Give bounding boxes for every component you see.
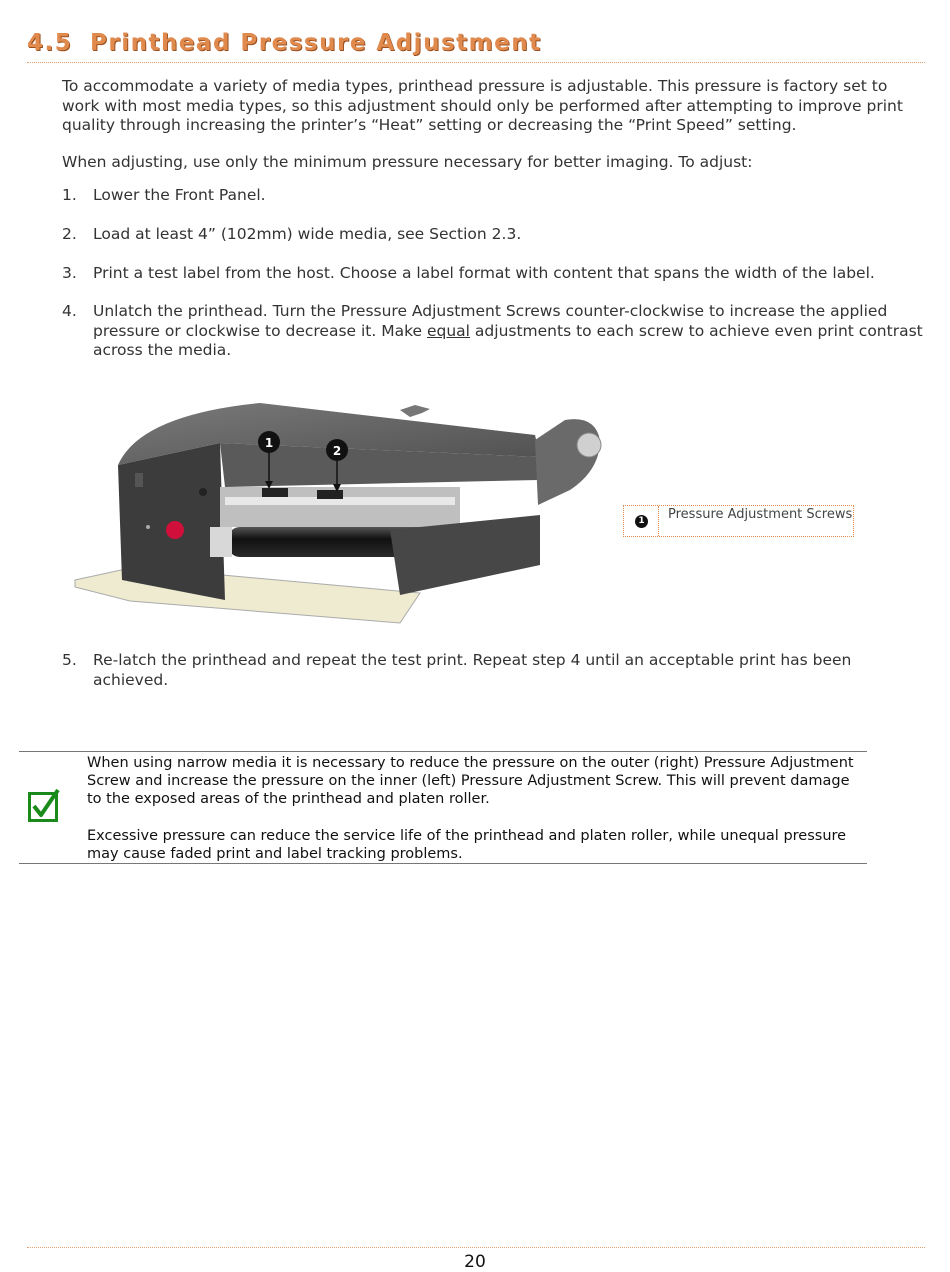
step-number: 3.: [62, 264, 77, 282]
section-number: 4.5: [27, 30, 73, 56]
printhead-illustration: [70, 395, 610, 633]
underlined-word: equal: [426, 321, 470, 340]
step-text: Re-latch the printhead and repeat the test print. Repeat step 4 until an acceptable print has been achieved.: [93, 651, 852, 689]
callout-1-label: 1: [264, 436, 274, 450]
note-paragraph-2: Excessive pressure can reduce the service life of the printhead and platen roller, while unequal pressure may cause faded print and label tracking problems.: [87, 828, 847, 862]
step-text: Lower the Front Panel.: [93, 186, 266, 204]
page-number: 20: [464, 1252, 486, 1272]
step-text: Print a test label from the host. Choose a label format with content that spans the width of the label.: [93, 264, 875, 282]
step-number: 2.: [62, 225, 77, 243]
lead-in-paragraph: When adjusting, use only the minimum pressure necessary for better imaging. To adjust:: [62, 153, 753, 171]
section-heading: [27, 30, 927, 56]
note-paragraph-1: When using narrow media it is necessary to reduce the pressure on the outer (right) Pressure Adjustment Screw and increase the pressure on the inner (left) Pressure Adjustment Screw. This will prevent damage to the exposed areas of the printhead and platen roller.: [87, 755, 854, 807]
note-top-rule: [19, 751, 867, 752]
legend-marker: 1: [635, 515, 648, 528]
legend-label: Pressure Adjustment Screws: [668, 507, 853, 522]
callout-2-label: 2: [332, 444, 342, 458]
note-bottom-rule: [19, 863, 867, 864]
step-text: Unlatch the printhead. Turn the Pressure Adjustment Screws counter-clockwise to increase the applied pressure or clockwise to decrease it. Make equal adjustments to each screw to achieve even print contrast across the media.: [93, 302, 923, 359]
checkmark-icon: [28, 788, 60, 822]
step-text: Load at least 4” (102mm) wide media, see Section 2.3.: [93, 225, 522, 243]
figure-legend: [623, 505, 854, 537]
footer-divider: [27, 1247, 925, 1248]
section-title: Printhead Pressure Adjustment: [90, 30, 542, 56]
step-number: 1.: [62, 186, 77, 204]
step-number: 4.: [62, 302, 77, 320]
heading-divider: [27, 62, 925, 63]
intro-paragraph: To accommodate a variety of media types, printhead pressure is adjustable. This pressure is factory set to work with most media types, so this adjustment should only be performed after attempting to improve print quality through increasing the printer’s “Heat” setting or decreasing the “Print Speed” setting.: [62, 77, 903, 134]
step-number: 5.: [62, 651, 77, 669]
